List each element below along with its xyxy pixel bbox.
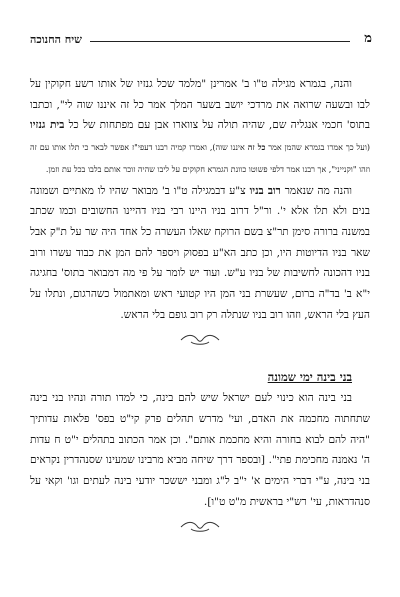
paragraph-bnei-binah: בני בינה הוא כינוי לעם ישראל שיש להם בינה, כי למדו תורה ונהיו בני בינה שתחתוה מחכמה את האדם, ועי' מדרש תהלים פרק קי"ט בפס' פלאות עדותיך "היה להם לבוא בחורה והיא מחכמת אותם". וכן אמר הכתוב בתהלים י"ט ח עדות ה' נאמנה מחכימת פתי". [ובספר דרך שיחה מביא מרבינו שמעינו שסנהדרין נקראים בני בינה, ע"י דברי הימים א' י"ב ל"ג ומבני יששכר יודעי בינה לעתים וגו' וקאי על סנהדראות, עי' רש"י בראשית מ"ט ט"ו]. (30, 392, 370, 508)
bold-run: כל זה (247, 142, 266, 153)
text-run: צ"ע דבמגילה ט"ו ב' מבואר שהיו לו מאתיים ושמונה בנים ולא תלו אלא י'. ור"ל דרוב בניו היינו רבי בניו דהיינו החשובים וכמו שכתב במשנה ברורה סימן תר"צ בשם הרוקח שאלו העשרה כל אחד היה שר על ת"ק אבל שאר בניו הדיוטות היו, וכן כתב הא"ע בפסוק ויספר להם המן את כבוד עשרו ורוב בניו דהכונה לחשיבות של בניו ע"ש. ועוד יש לומר על פי מה דמבואר בתוס' בחגיגה י"א ב' בד"ה ברום, שעשרת בני המן היו קטועי ראש ומאתמול כשהרגום, ונתלו על העץ בלי הראש, וזהו רוב בניו שנתלה רק רוב גופם בלי הראש. (30, 184, 370, 321)
ornament-divider (30, 333, 370, 353)
running-title: שיח החנוכה (30, 33, 82, 46)
text-run: והנה, בגמרא מגילה ט"ו ב' אמרינן "מלמד שכל גנזיו של אותו רשע חקוקין על לבו ובשעה שרואה את מרדכי יושב בשער המלך אמר כל זה איננו שוה לי", וכתבו בתוס' חכמי אנגליה שם, שהיה תולה על צווארו אבן עם מפתחות של כל (30, 78, 370, 132)
text-run: איננו שוה), ואמרו קמיה רבנו דעפי"ז אפשר לבאר כי תלו אותו עם זה וזהו "וקנייני", אך רבנו אמר דלפי פשוטו כוונת הגמרא חקוקים על ליבו שהיה זוכר אותם בלבו בכל עת וזמן. (30, 143, 370, 174)
page-number: מ (364, 31, 372, 46)
flourish-ornament-icon (179, 333, 221, 347)
flourish-ornament-icon (179, 520, 221, 534)
ornament-divider (30, 520, 370, 540)
small-note (30, 143, 370, 174)
header-rule (90, 41, 350, 42)
text-run: והנה מה שנאמר (280, 184, 352, 197)
bold-run: בית גנזיו (30, 119, 65, 132)
bold-run: רוב בניו (249, 184, 281, 197)
paragraph-haman-treasures (30, 74, 370, 181)
body-text (30, 74, 370, 554)
text-run: (ועל כך אמרו בגמרא שהמן אמר (265, 143, 370, 153)
running-header (30, 26, 372, 46)
paragraph-haman-sons (30, 181, 370, 326)
section-heading: בני בינה ימי שמונה (267, 370, 352, 385)
